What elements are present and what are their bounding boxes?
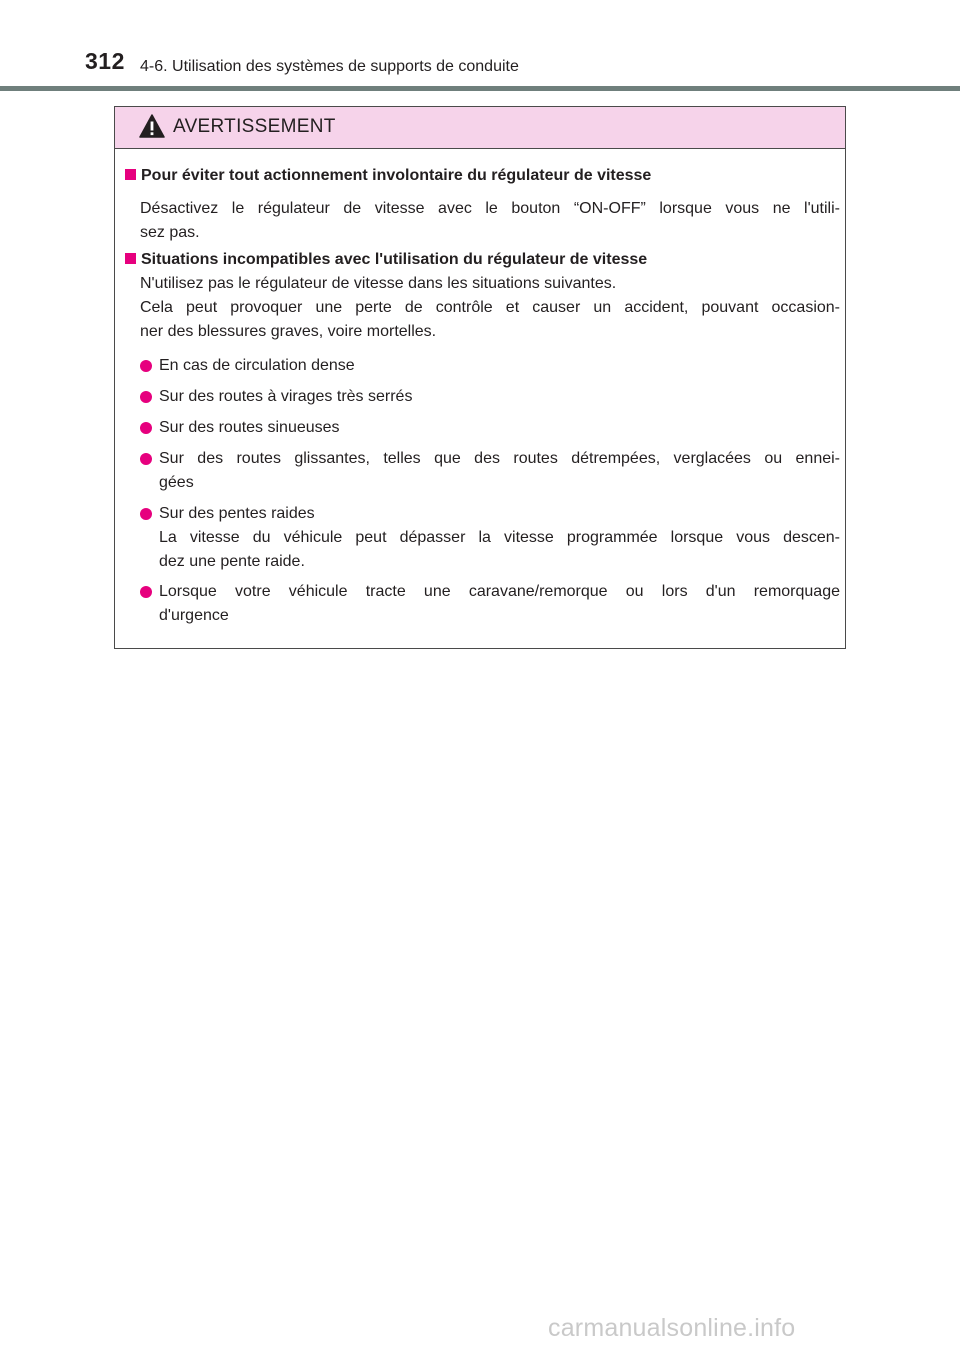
square-bullet-icon <box>125 253 136 264</box>
item-heading <box>125 248 647 272</box>
paragraph-line: Désactivez le régulateur de vitesse avec le bouton “ON-OFF” lorsque vous ne l'utili- <box>140 200 840 217</box>
list-item-text: gées <box>159 474 194 491</box>
list-item <box>140 502 840 574</box>
list-item-text: Lorsque votre véhicule tracte une caravane/remorque ou lors d'un remorquage <box>159 583 840 600</box>
list-item-text: Sur des routes glissantes, telles que des routes détrempées, verglacées ou ennei- <box>159 450 840 467</box>
circle-bullet-icon <box>140 360 152 372</box>
item-heading <box>125 164 651 188</box>
list-item <box>140 447 840 495</box>
paragraph-line: sez pas. <box>140 224 200 241</box>
list-item-text: dez une pente raide. <box>159 553 305 570</box>
list-item-text: Sur des routes sinueuses <box>159 419 340 436</box>
paragraph <box>140 197 840 245</box>
header-rule <box>0 86 960 91</box>
warning-triangle-icon <box>139 114 165 138</box>
circle-bullet-icon <box>140 508 152 520</box>
list-item-text: La vitesse du véhicule peut dépasser la vitesse programmée lorsque vous descen- <box>159 529 840 546</box>
item-heading-text: Pour éviter tout actionnement involontaire du régulateur de vitesse <box>141 167 652 184</box>
list-item-text: d'urgence <box>159 607 229 624</box>
section-title: 4-6. Utilisation des systèmes de supports de conduite <box>140 58 519 75</box>
list-item <box>140 416 840 440</box>
warning-header <box>115 107 845 149</box>
paragraph-line: ner des blessures graves, voire mortelles. <box>140 323 437 340</box>
paragraph-line: Cela peut provoquer une perte de contrôle et causer un accident, pouvant occasion- <box>140 299 840 316</box>
warning-title: AVERTISSEMENT <box>173 116 336 137</box>
circle-bullet-icon <box>140 422 152 434</box>
list-item-text: Sur des pentes raides <box>159 505 315 522</box>
paragraph <box>140 272 840 344</box>
page-number: 312 <box>85 48 125 74</box>
page-header <box>0 0 960 92</box>
circle-bullet-icon <box>140 391 152 403</box>
list-item-text: En cas de circulation dense <box>159 357 355 374</box>
item-heading-text: Situations incompatibles avec l'utilisation du régulateur de vitesse <box>141 251 648 268</box>
circle-bullet-icon <box>140 586 152 598</box>
list-item-text: Sur des routes à virages très serrés <box>159 388 413 405</box>
warning-box <box>114 106 846 649</box>
watermark: carmanualsonline.info <box>548 1314 796 1342</box>
list-item <box>140 354 840 378</box>
list-item <box>140 385 840 409</box>
list-item <box>140 580 840 628</box>
paragraph-line: N'utilisez pas le régulateur de vitesse dans les situations suivantes. <box>140 275 617 292</box>
square-bullet-icon <box>125 169 136 180</box>
circle-bullet-icon <box>140 453 152 465</box>
